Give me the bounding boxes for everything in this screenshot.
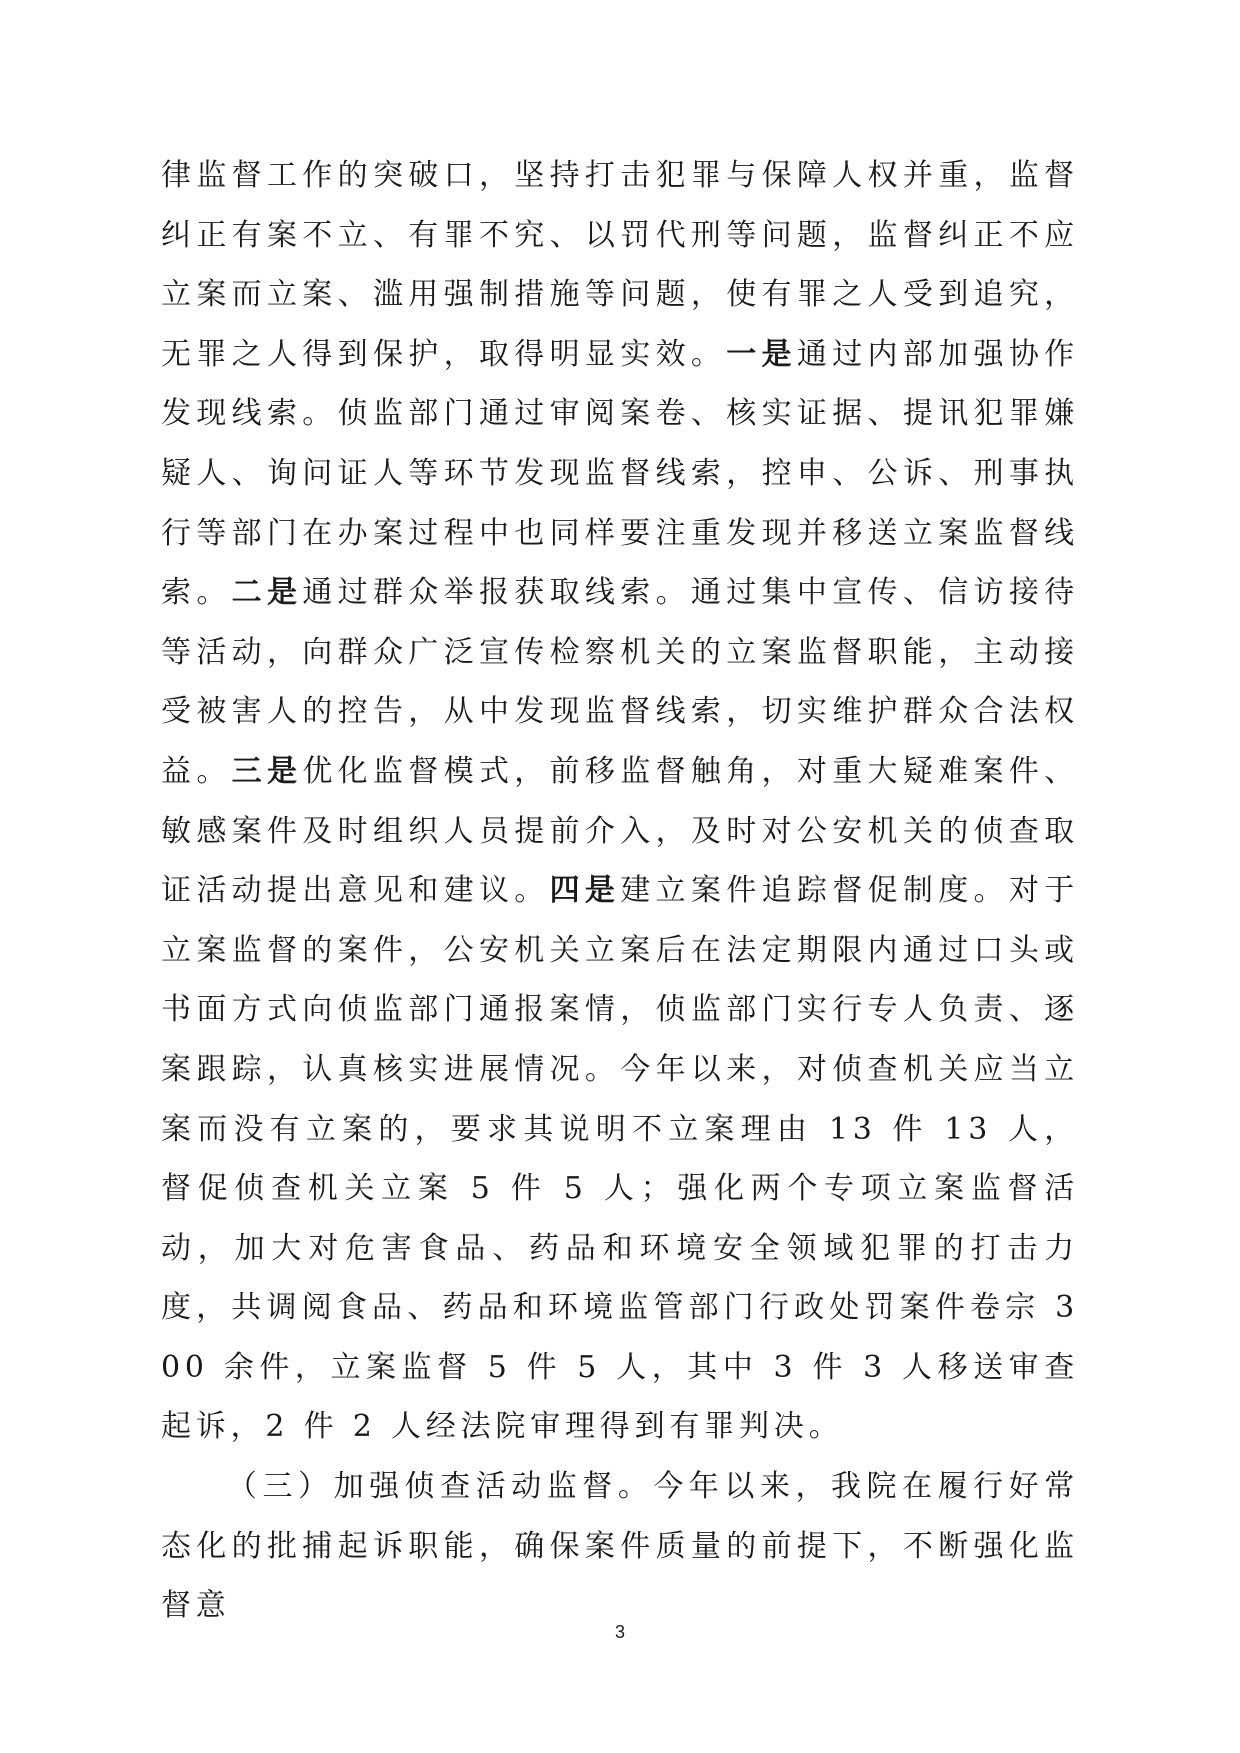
enumeration-marker-second: 二是 xyxy=(231,575,303,611)
text-segment: 通过群众举报获取线索。通过集中宣传、信访接待等活动，向群众广泛宣传检察机关的立案监督职能，主动接受被害人的控告，从中发现监督线索，切实维护群众合法权益。 xyxy=(161,575,1079,789)
text-segment: 律监督工作的突破口，坚持打击犯罪与保障人权并重，监督纠正有案不立、有罪不究、以罚代刑等问题，监督纠正不应立案而立案、滥用强制措施等问题，使有罪之人受到追究，无罪之人得到保护，取得明显实效。 xyxy=(161,158,1079,372)
document-body xyxy=(161,146,1079,1636)
enumeration-marker-third: 三是 xyxy=(231,753,303,789)
text-segment: 通过内部加强协作发现线索。侦监部门通过审阅案卷、核实证据、提讯犯罪嫌疑人、询问证人等环节发现监督线索，控申、公诉、刑事执行等部门在办案过程中也同样要注重发现并移送立案监督线索。 xyxy=(161,336,1079,611)
enumeration-marker-fourth: 四是 xyxy=(549,873,621,909)
page-number: 3 xyxy=(614,1622,625,1642)
text-segment: 优化监督模式，前移监督触角，对重大疑难案件、敏感案件及时组织人员提前介入，及时对公安机关的侦查取证活动提出意见和建议。 xyxy=(161,753,1079,909)
paragraph-case-supervision xyxy=(161,146,1079,1457)
paragraph-investigation-supervision xyxy=(161,1457,1079,1636)
text-segment: （三）加强侦查活动监督。今年以来，我院在履行好常态化的批捕起诉职能，确保案件质量的前提下，不断强化监督意 xyxy=(161,1469,1079,1624)
text-segment: 建立案件追踪督促制度。对于立案监督的案件，公安机关立案后在法定期限内通过口头或书面方式向侦监部门通报案情，侦监部门实行专人负责、逐案跟踪，认真核实进展情况。今年以来，对侦查机关应当立案而没有立案的，要求其说明不立案理由 13 件 13 人，督促侦查机关立案 5 件 5 人；强化两个专项立案监督活动，加大对危害食品、药品和环境安全领域犯罪的打击力度，共调阅食品、药品和环境监管部门行政处罚案件卷宗 300 余件，立案监督 5 件 5 人，其中 3 件 3 人移送审查起诉，2 件 2 人经法院审理得到有罪判决。 xyxy=(161,873,1079,1445)
enumeration-marker-first: 一是 xyxy=(726,336,797,372)
